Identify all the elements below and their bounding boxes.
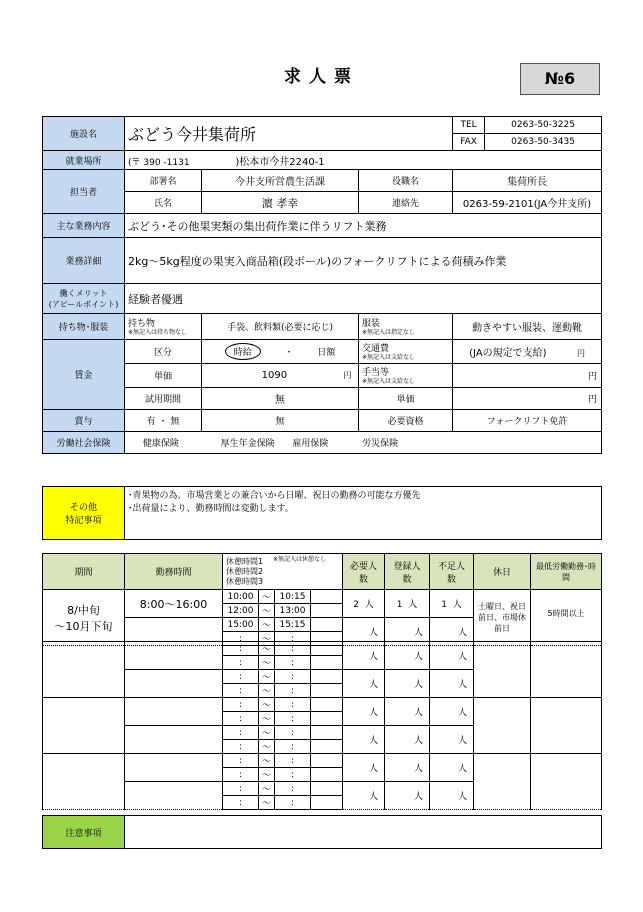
transport-yen: 円 bbox=[576, 349, 585, 358]
insurance-item: 労災保険 bbox=[362, 439, 399, 449]
break3-header: 休憩時間3 bbox=[226, 576, 264, 586]
break-to: : bbox=[275, 656, 311, 670]
insurance-values bbox=[125, 432, 602, 454]
min-hours-cell: 5時間以上 bbox=[531, 590, 602, 646]
break-from: : bbox=[223, 754, 259, 768]
special-label-1: その他 bbox=[69, 503, 97, 513]
period-cell bbox=[43, 590, 125, 646]
phone-label: 連絡先 bbox=[359, 192, 453, 214]
trial-label: 試用期間 bbox=[125, 388, 202, 410]
needed-unit: 人 bbox=[343, 670, 385, 698]
break-note: ※無記入は休憩なし bbox=[273, 556, 327, 563]
period-cell-empty bbox=[43, 642, 125, 698]
work-content-label: 主な業務内容 bbox=[43, 214, 125, 238]
shortage-unit: 人 bbox=[430, 754, 474, 782]
notes-content bbox=[125, 816, 602, 849]
sheet-number: №6 bbox=[520, 63, 600, 95]
trial-value: 無 bbox=[202, 388, 359, 410]
period-cell-empty bbox=[43, 754, 125, 810]
insurance-item: 雇用保険 bbox=[292, 439, 329, 449]
registered-value: 1 bbox=[396, 600, 403, 610]
registered-unit: 人 bbox=[385, 642, 430, 670]
merit-label-main: 働くメリット bbox=[59, 288, 108, 298]
unit-label: 単価 bbox=[125, 364, 202, 388]
allowance-label-cell bbox=[359, 364, 453, 388]
break-from: 15:00 bbox=[223, 618, 259, 632]
insurance-item: 厚生年金保険 bbox=[220, 439, 275, 449]
person-unit: 人 bbox=[452, 600, 462, 610]
min-hours-cell-empty bbox=[531, 698, 602, 754]
break-sep: ～ bbox=[259, 754, 275, 768]
hours-cell-empty bbox=[125, 642, 223, 670]
break-from: : bbox=[223, 726, 259, 740]
trial-unit-yen: 円 bbox=[453, 388, 602, 410]
hours-cell-empty bbox=[125, 726, 223, 754]
kubun-label: 区分 bbox=[125, 340, 202, 364]
break-from: : bbox=[223, 656, 259, 670]
hours-cell-empty bbox=[125, 698, 223, 726]
fax-label: FAX bbox=[453, 134, 485, 151]
page-title: 求人票 bbox=[284, 67, 359, 87]
contact-label: 担当者 bbox=[43, 170, 125, 214]
break-from: : bbox=[223, 768, 259, 782]
break-sep: ～ bbox=[259, 604, 275, 618]
belongings-label: 持ち物･服装 bbox=[43, 314, 125, 340]
period-header: 期間 bbox=[43, 554, 125, 590]
break-sep: ～ bbox=[259, 684, 275, 698]
break-from: : bbox=[223, 796, 259, 810]
items-label: 持ち物 bbox=[128, 319, 156, 329]
min-hours-cell-empty bbox=[531, 642, 602, 698]
hours-cell-empty bbox=[125, 670, 223, 698]
tel-value: 0263-50-3225 bbox=[485, 117, 602, 134]
work-content-value: ぶどう･その他果実類の集出荷作業に伴うリフト業務 bbox=[125, 214, 602, 238]
period-end: ～10月下旬 bbox=[54, 619, 113, 633]
shortage-unit: 人 bbox=[430, 726, 474, 754]
name-value: 濵 孝幸 bbox=[202, 192, 359, 214]
break-sep: ～ bbox=[259, 712, 275, 726]
merit-label bbox=[43, 284, 125, 314]
break-to: 15:15 bbox=[275, 618, 311, 632]
wage-label: 賃金 bbox=[43, 340, 125, 410]
schedule-empty-blocks bbox=[42, 641, 602, 810]
break-sep: ～ bbox=[259, 618, 275, 632]
needed-unit: 人 bbox=[343, 754, 385, 782]
special-line: ･青果物の為、市場営業との兼合いから日曜、祝日の勤務の可能な方優先 bbox=[128, 491, 421, 501]
shortage-header: 不足人数 bbox=[430, 554, 474, 590]
needed-unit: 人 bbox=[343, 618, 385, 646]
registered-unit: 人 bbox=[385, 726, 430, 754]
shortage-cell bbox=[430, 590, 474, 618]
postal-code: (〒 390 -1131 bbox=[128, 157, 190, 168]
clothing-value: 動きやすい服装、運動靴 bbox=[453, 314, 602, 340]
allowance-note: ※無記入は支給なし bbox=[362, 378, 416, 385]
break-sep: ～ bbox=[259, 740, 275, 754]
person-unit: 人 bbox=[408, 600, 418, 610]
registered-unit: 人 bbox=[385, 782, 430, 810]
hourly-circled: 時給 bbox=[225, 343, 261, 360]
qual-value: フォークリフト免許 bbox=[453, 410, 602, 432]
dept-label: 部署名 bbox=[125, 170, 202, 192]
phone-value: 0263-59-2101(JA今井支所) bbox=[453, 192, 602, 214]
break-to: : bbox=[275, 712, 311, 726]
qual-label: 必要資格 bbox=[359, 410, 453, 432]
break-from: : bbox=[223, 740, 259, 754]
transport-value-cell bbox=[453, 340, 602, 364]
break-sep: ～ bbox=[259, 768, 275, 782]
break-from: : bbox=[223, 712, 259, 726]
break2-header: 休憩時間2 bbox=[226, 566, 264, 576]
location-label: 就業場所 bbox=[43, 151, 125, 170]
items-value: 手袋、飲料類(必要に応じ) bbox=[202, 314, 359, 340]
work-detail-label: 業務詳細 bbox=[43, 238, 125, 284]
position-label: 役職名 bbox=[359, 170, 453, 192]
clothing-note: ※無記入は指定なし bbox=[362, 329, 416, 336]
break-sep: ～ bbox=[259, 642, 275, 656]
registered-unit: 人 bbox=[385, 754, 430, 782]
clothing-label-cell bbox=[359, 314, 453, 340]
min-hours-cell-empty bbox=[531, 754, 602, 810]
fax-value: 0263-50-3435 bbox=[485, 134, 602, 151]
holiday-cell: 土曜日、祝日前日、市場休前日 bbox=[474, 590, 531, 646]
registered-unit: 人 bbox=[385, 698, 430, 726]
break-sep: ～ bbox=[259, 670, 275, 684]
allowance-label: 手当等 bbox=[362, 368, 390, 378]
position-value: 集荷所長 bbox=[453, 170, 602, 192]
break-from: : bbox=[223, 782, 259, 796]
registered-unit: 人 bbox=[385, 670, 430, 698]
name-label: 氏名 bbox=[125, 192, 202, 214]
break-from: : bbox=[223, 698, 259, 712]
special-label bbox=[43, 487, 125, 540]
special-label-2: 特記事項 bbox=[65, 516, 102, 526]
insurance-item: 健康保険 bbox=[142, 439, 179, 449]
shortage-unit: 人 bbox=[430, 642, 474, 670]
break-to: : bbox=[275, 642, 311, 656]
info-table bbox=[42, 116, 602, 454]
break-from: : bbox=[223, 684, 259, 698]
break-sep: ～ bbox=[259, 632, 275, 646]
needed-unit: 人 bbox=[343, 782, 385, 810]
holiday-cell-empty bbox=[474, 642, 531, 698]
min-hours-header: 最低労働勤務･時間 bbox=[531, 554, 602, 590]
bonus-option: 有 ・ 無 bbox=[125, 410, 202, 432]
break-sep: ～ bbox=[259, 656, 275, 670]
insurance-label: 労働社会保険 bbox=[43, 432, 125, 454]
hours-cell-empty bbox=[125, 782, 223, 810]
work-detail-value: 2kg～5kg程度の果実入商品箱(段ボール)のフォークリフトによる荷積み作業 bbox=[125, 238, 602, 284]
shortage-unit: 人 bbox=[430, 618, 474, 646]
break-from: : bbox=[223, 632, 259, 646]
period-cell-empty bbox=[43, 698, 125, 754]
unit-value-cell bbox=[202, 364, 359, 388]
tel-label: TEL bbox=[453, 117, 485, 134]
special-content bbox=[125, 487, 602, 540]
period-start: 8/中旬 bbox=[67, 603, 100, 617]
registered-header: 登録人数 bbox=[385, 554, 430, 590]
holiday-cell-empty bbox=[474, 698, 531, 754]
location-value bbox=[125, 151, 602, 170]
dept-value: 今井支所営農生活課 bbox=[202, 170, 359, 192]
items-note: ※無記入は持ち物なし bbox=[128, 329, 188, 336]
unit-value: 1090 bbox=[261, 370, 288, 381]
holiday-cell-empty bbox=[474, 754, 531, 810]
shortage-unit: 人 bbox=[430, 670, 474, 698]
break-sep: ～ bbox=[259, 590, 275, 604]
transport-label-cell bbox=[359, 340, 453, 364]
break-to: : bbox=[275, 740, 311, 754]
schedule-table bbox=[42, 553, 602, 646]
clothing-label: 服装 bbox=[362, 319, 381, 329]
break-sep: ～ bbox=[259, 698, 275, 712]
bonus-label: 賞与 bbox=[43, 410, 125, 432]
registered-unit: 人 bbox=[385, 618, 430, 646]
break-to: : bbox=[275, 782, 311, 796]
hours-cell: 8:00～16:00 bbox=[125, 590, 223, 618]
break1-header: 休憩時間1 bbox=[226, 556, 264, 566]
needed-value: 2 bbox=[353, 600, 360, 610]
dot-separator: ・ bbox=[284, 348, 294, 358]
shortage-unit: 人 bbox=[430, 698, 474, 726]
special-line: ･出荷量により、勤務時間は変動します。 bbox=[128, 504, 294, 514]
needed-cell bbox=[343, 590, 385, 618]
break-to: : bbox=[275, 684, 311, 698]
hours-cell-empty bbox=[125, 754, 223, 782]
break-to: : bbox=[275, 726, 311, 740]
transport-label: 交通費 bbox=[362, 344, 390, 354]
break-to: : bbox=[275, 698, 311, 712]
holiday-header: 休日 bbox=[474, 554, 531, 590]
wage-type-cell bbox=[202, 340, 359, 364]
break-sep: ～ bbox=[259, 782, 275, 796]
break-to: 10:15 bbox=[275, 590, 311, 604]
shortage-value: 1 bbox=[441, 600, 448, 610]
transport-value: (JAの規定で支給) bbox=[469, 348, 547, 359]
trial-unit-label: 単価 bbox=[359, 388, 453, 410]
transport-note: ※無記入は支給なし bbox=[362, 354, 416, 361]
unit-yen: 円 bbox=[343, 371, 352, 380]
break-sep: ～ bbox=[259, 726, 275, 740]
break-to: : bbox=[275, 670, 311, 684]
needed-unit: 人 bbox=[343, 698, 385, 726]
break-from: : bbox=[223, 670, 259, 684]
address: )松本市今井2240-1 bbox=[235, 156, 325, 168]
facility-label: 施設名 bbox=[43, 117, 125, 151]
items-label-cell bbox=[125, 314, 202, 340]
break-to: : bbox=[275, 796, 311, 810]
person-unit: 人 bbox=[364, 600, 374, 610]
needed-unit: 人 bbox=[343, 726, 385, 754]
daily-option: 日額 bbox=[317, 348, 336, 358]
hours-header: 勤務時間 bbox=[125, 554, 223, 590]
break-sep: ～ bbox=[259, 796, 275, 810]
notes-table bbox=[42, 815, 602, 849]
needed-header: 必要人数 bbox=[343, 554, 385, 590]
break-from: : bbox=[223, 642, 259, 656]
break-header bbox=[223, 554, 343, 590]
break-to: : bbox=[275, 768, 311, 782]
needed-unit: 人 bbox=[343, 642, 385, 670]
break-from: 12:00 bbox=[223, 604, 259, 618]
allowance-yen: 円 bbox=[453, 364, 602, 388]
merit-value: 経験者優遇 bbox=[125, 284, 602, 314]
break-to: : bbox=[275, 632, 311, 646]
registered-cell bbox=[385, 590, 430, 618]
shortage-unit: 人 bbox=[430, 782, 474, 810]
special-table bbox=[42, 486, 602, 540]
break-to: 13:00 bbox=[275, 604, 311, 618]
merit-label-sub: (アピールポイント) bbox=[48, 299, 119, 309]
bonus-value: 無 bbox=[202, 410, 359, 432]
notes-label: 注意事項 bbox=[43, 816, 125, 849]
facility-name: ぶどう今井集荷所 bbox=[125, 117, 453, 151]
break-to: : bbox=[275, 754, 311, 768]
break-from: 10:00 bbox=[223, 590, 259, 604]
